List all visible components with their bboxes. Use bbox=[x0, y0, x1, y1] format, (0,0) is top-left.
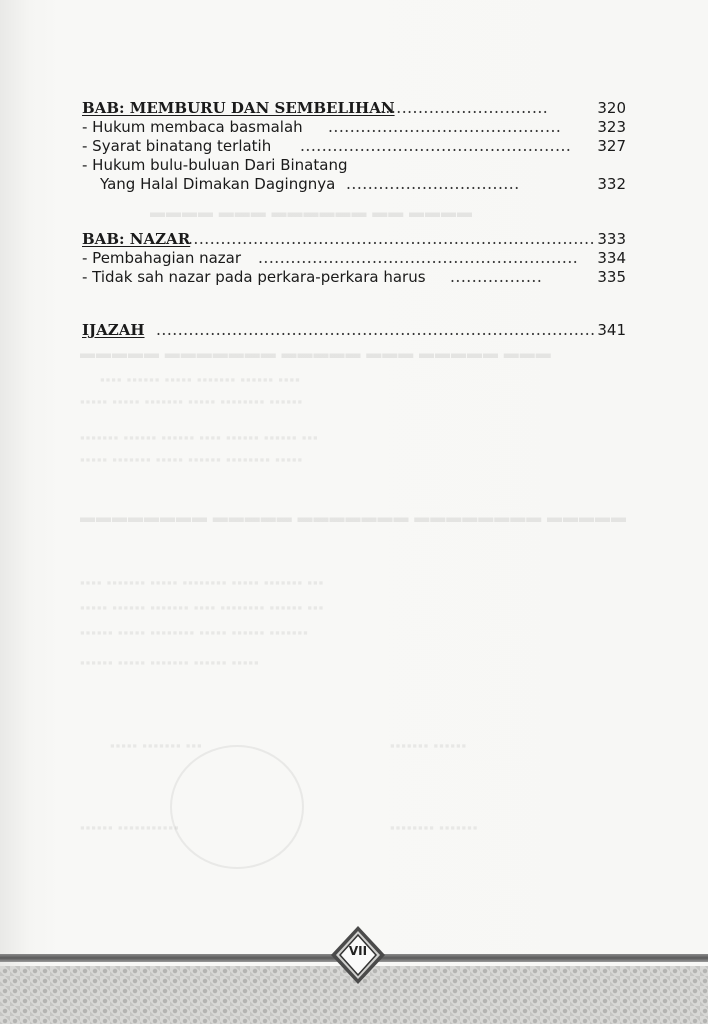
toc-entry bbox=[82, 98, 628, 118]
toc-entry-page: 332 bbox=[597, 175, 626, 193]
toc-entry-title: Yang Halal Dimakan Dagingnya bbox=[100, 175, 336, 193]
toc-entry-title: - Hukum membaca basmalah bbox=[82, 118, 303, 136]
page-number: VII bbox=[348, 944, 368, 958]
toc-entry-page: 320 bbox=[597, 99, 626, 117]
dot-leader: .................................................. bbox=[300, 137, 572, 155]
toc-entry bbox=[82, 267, 628, 287]
toc-entry bbox=[82, 320, 628, 340]
toc-entry-title: BAB: NAZAR bbox=[82, 230, 191, 248]
toc-entry bbox=[82, 136, 628, 156]
toc-entry-title: - Tidak sah nazar pada perkara-perkara harus bbox=[82, 268, 426, 286]
toc-entry-page: 333 bbox=[597, 230, 626, 248]
dot-leader: ........................................... bbox=[328, 118, 562, 136]
toc-entry-page: 334 bbox=[597, 249, 626, 267]
toc-entry-page: 341 bbox=[597, 321, 626, 339]
toc-entry bbox=[82, 155, 628, 175]
dot-leader: ........................................................................... bbox=[188, 230, 596, 248]
toc-entry-title: - Pembahagian nazar bbox=[82, 249, 242, 267]
toc-entry bbox=[82, 229, 628, 249]
dot-leader: ................. bbox=[450, 268, 543, 286]
dot-leader: ................................ bbox=[346, 175, 520, 193]
toc-entry-title: - Hukum bulu-buluan Dari Binatang bbox=[82, 156, 348, 174]
toc-entry-title: IJAZAH bbox=[82, 321, 145, 339]
dot-leader: ............................... bbox=[380, 99, 549, 117]
toc-entry-page: 327 bbox=[597, 137, 626, 155]
toc-entry-page: 335 bbox=[597, 268, 626, 286]
toc-entry-title: - Syarat binatang terlatih bbox=[82, 137, 272, 155]
toc-entry bbox=[82, 117, 628, 137]
dot-leader: ................................................................................. bbox=[156, 321, 596, 339]
toc-entry-page: 323 bbox=[597, 118, 626, 136]
toc-entry-title: BAB: MEMBURU DAN SEMBELIHAN bbox=[82, 99, 395, 117]
toc-entry bbox=[82, 174, 628, 194]
toc-entry bbox=[82, 248, 628, 268]
dot-leader: ........................................................... bbox=[258, 249, 579, 267]
